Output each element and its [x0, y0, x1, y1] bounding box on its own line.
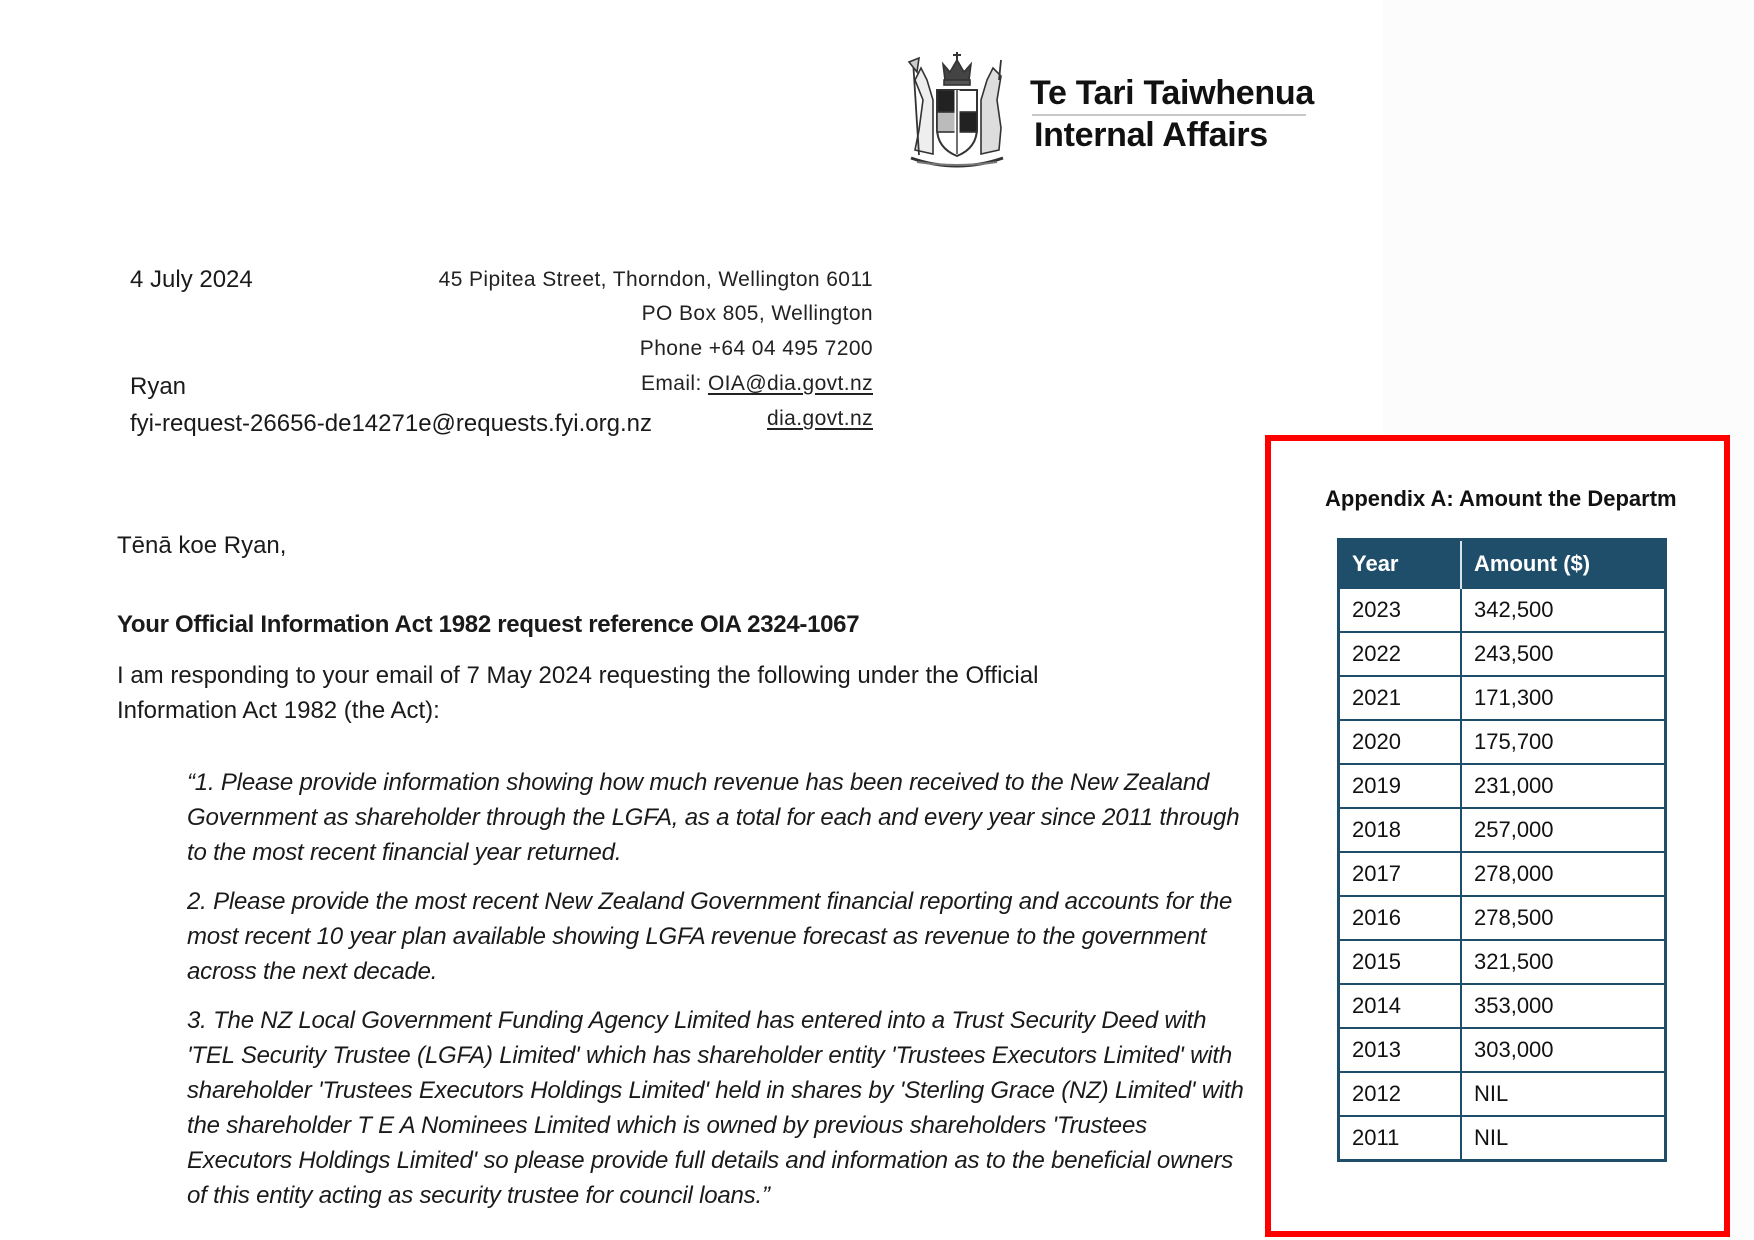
org-name-maori: Te Tari Taiwhenua	[1030, 74, 1314, 112]
table-row	[1339, 940, 1666, 984]
recipient-name: Ryan	[130, 373, 187, 400]
request-item-3: 3. The NZ Local Government Funding Agency Limited has entered into a Trust Security Deed with 'TEL Security Trustee (LGFA) Limited' which has shareholder entity 'Trustees Executors Limited' with shareholder 'Trustees Executors Holdings Limited' held in shares by 'Sterling Grace (NZ) Limited' with the shareholder T E A Nominees Limited which is owned by previous shareholders 'Trustees Executors Holdings Limited' so please provide full details and information as to the beneficial owners of this entity acting as security trustee for council loans.”	[187, 1007, 1244, 1209]
cell-year: 2011	[1339, 1116, 1462, 1161]
request-item-2: 2. Please provide the most recent New Zealand Government financial reporting and accounts for the most recent 10 year plan available showing LGFA revenue forecast as revenue to the government across the next decade.	[187, 888, 1233, 985]
table-row	[1339, 588, 1666, 632]
cell-amount: 171,300	[1461, 676, 1666, 720]
table-row	[1339, 984, 1666, 1028]
cell-amount: 278,000	[1461, 852, 1666, 896]
request-item-1: “1. Please provide information showing how much revenue has been received to the New Zealand Government as shareholder through the LGFA, as a total for each and every year since 2011 through to the most recent financial year returned.	[187, 769, 1240, 866]
greeting: Tēnā koe Ryan,	[117, 532, 287, 559]
cell-amount: 342,500	[1461, 588, 1666, 632]
cell-amount: NIL	[1461, 1116, 1666, 1161]
cell-year: 2015	[1339, 940, 1462, 984]
cell-year: 2017	[1339, 852, 1462, 896]
request-quote	[187, 765, 1247, 1227]
org-name-english: Internal Affairs	[1034, 116, 1268, 154]
table-row	[1339, 720, 1666, 764]
cell-year: 2013	[1339, 1028, 1462, 1072]
email-link[interactable]: OIA@dia.govt.nz	[707, 372, 873, 395]
column-header-amount: Amount ($)	[1461, 540, 1666, 589]
cell-year: 2016	[1339, 896, 1462, 940]
intro-line-1: I am responding to your email of 7 May 2024 requesting the following under the Official	[117, 662, 1039, 689]
table-row	[1339, 764, 1666, 808]
website-link[interactable]: dia.govt.nz	[767, 407, 873, 430]
cell-year: 2022	[1339, 632, 1462, 676]
email-label: Email:	[640, 372, 708, 395]
table-row	[1339, 1072, 1666, 1116]
cell-year: 2012	[1339, 1072, 1462, 1116]
cell-amount: 321,500	[1461, 940, 1666, 984]
cell-amount: 303,000	[1461, 1028, 1666, 1072]
recipient-email: fyi-request-26656-de14271e@requests.fyi.org.nz	[130, 410, 652, 437]
appendix-highlight-box	[1265, 435, 1730, 1237]
cell-amount: 243,500	[1461, 632, 1666, 676]
cell-amount: 257,000	[1461, 808, 1666, 852]
table-row	[1339, 632, 1666, 676]
cell-year: 2021	[1339, 676, 1462, 720]
table-row	[1339, 896, 1666, 940]
cell-amount: 175,700	[1461, 720, 1666, 764]
table-row	[1339, 808, 1666, 852]
cell-year: 2019	[1339, 764, 1462, 808]
address-street: 45 Pipitea Street, Thorndon, Wellington 6011	[438, 268, 873, 291]
address-phone: Phone +64 04 495 7200	[639, 337, 873, 360]
table-header-row	[1339, 540, 1666, 589]
cell-year: 2023	[1339, 588, 1462, 632]
letter-date: 4 July 2024	[130, 266, 253, 293]
intro-line-2: Information Act 1982 (the Act):	[117, 697, 440, 724]
address-website-line	[767, 407, 873, 431]
cell-year: 2014	[1339, 984, 1462, 1028]
subject-heading: Your Official Information Act 1982 request reference OIA 2324-1067	[117, 611, 860, 638]
address-email-line	[641, 372, 873, 396]
cell-amount: NIL	[1461, 1072, 1666, 1116]
table-row	[1339, 676, 1666, 720]
column-header-year: Year	[1339, 540, 1462, 589]
cell-year: 2020	[1339, 720, 1462, 764]
cell-amount: 231,000	[1461, 764, 1666, 808]
table-row	[1339, 1116, 1666, 1161]
address-po-box: PO Box 805, Wellington	[641, 302, 873, 325]
appendix-title: Appendix A: Amount the Departm	[1325, 486, 1677, 511]
cell-year: 2018	[1339, 808, 1462, 852]
cell-amount: 278,500	[1461, 896, 1666, 940]
table-row	[1339, 1028, 1666, 1072]
nz-coat-of-arms-icon	[893, 50, 1021, 175]
cell-amount: 353,000	[1461, 984, 1666, 1028]
table-row	[1339, 852, 1666, 896]
revenue-table	[1337, 538, 1667, 1162]
